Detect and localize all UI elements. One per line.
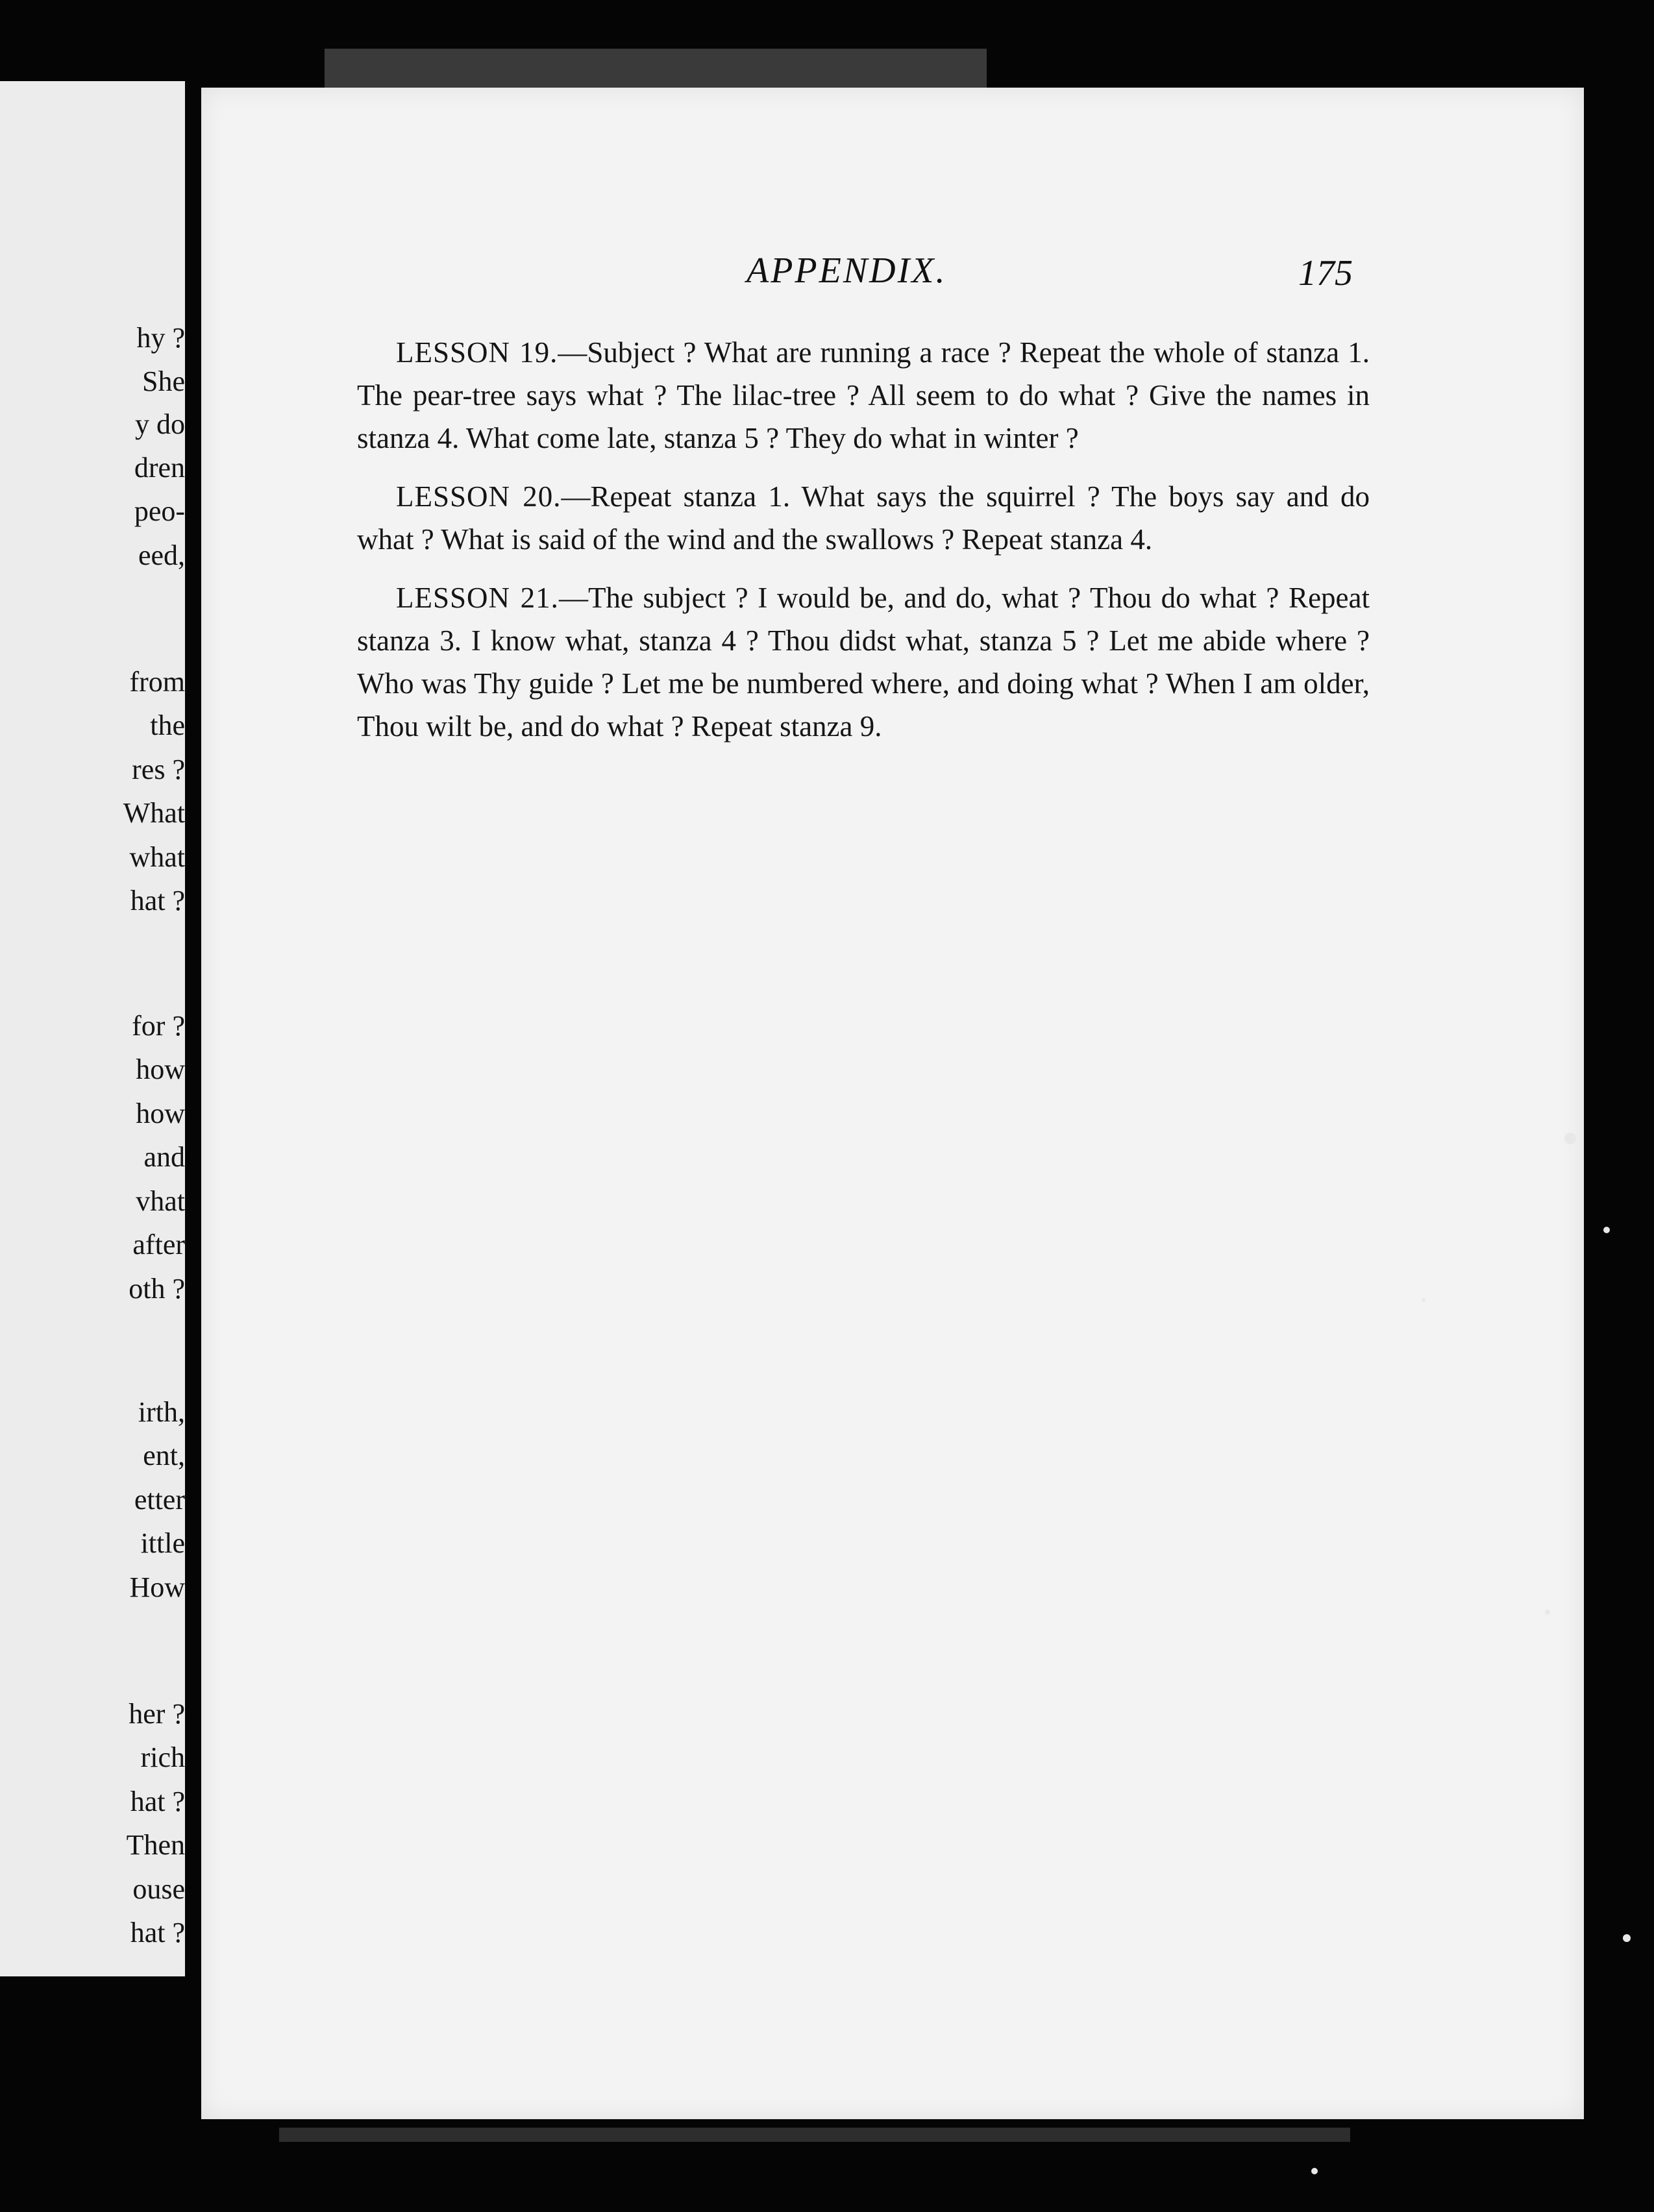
- left-page-line-fragment: y do: [135, 408, 185, 440]
- left-page-line-fragment: What: [123, 797, 185, 829]
- left-page-line-fragment: res ?: [132, 754, 185, 785]
- dust-speck: [1545, 1610, 1550, 1615]
- left-page-line-fragment: how: [136, 1098, 185, 1129]
- dust-speck: [1564, 1133, 1576, 1144]
- left-page-line-fragment: ittle: [140, 1527, 185, 1559]
- left-page-line-fragment: hy ?: [136, 322, 185, 354]
- left-page-line-fragment: and: [143, 1141, 185, 1173]
- left-page-line-fragment: vhat: [136, 1185, 185, 1217]
- left-page-line-fragment: hat ?: [130, 885, 185, 916]
- lesson-text: —The subject ? I would be, and do, what ? Thou do what ? Repeat stanza 3. I know what, stanza 4 ? Thou didst what, stanza 5 ? Let me abide where ? Who was Thy guide ? Let me be numbered where, and doing what ? When I am older, Thou wilt be, and do what ? Repeat stanza 9.: [357, 582, 1370, 743]
- left-page-line-fragment: ent,: [143, 1440, 185, 1471]
- book-page: [201, 88, 1584, 2119]
- left-page-line-fragment: eed,: [138, 539, 185, 571]
- lesson-label: LESSON 19.: [396, 336, 558, 369]
- running-head: APPENDIX.: [747, 251, 947, 291]
- left-page-line-fragment: irth,: [138, 1396, 185, 1428]
- left-page-line-fragment: dren: [134, 452, 185, 484]
- left-page-line-fragment: what: [129, 841, 185, 873]
- lesson-text: —Repeat stanza 1. What says the squirrel ? The boys say and do what ? What is said of the wind and the swallows ? Repeat stanza 4.: [357, 480, 1370, 556]
- dust-speck: [1311, 2168, 1318, 2174]
- left-page-line-fragment: her ?: [129, 1698, 185, 1730]
- left-page-line-fragment: after: [132, 1229, 185, 1260]
- lesson-label: LESSON 20.: [396, 480, 562, 513]
- left-page-line-fragment: the: [150, 709, 185, 741]
- left-page-line-fragment: how: [136, 1053, 185, 1085]
- lesson-paragraph: [357, 576, 1370, 748]
- dust-speck: [1603, 1227, 1610, 1233]
- left-page-line-fragment: She: [142, 365, 185, 397]
- left-page-line-fragment: hat ?: [130, 1786, 185, 1817]
- dust-speck: [1623, 1934, 1631, 1942]
- left-page-line-fragment: from: [129, 666, 185, 698]
- dust-speck: [1422, 1298, 1426, 1302]
- lesson-paragraph: [357, 475, 1370, 561]
- page-body: [357, 331, 1370, 763]
- left-page-line-fragment: peo-: [134, 495, 185, 527]
- left-facing-page: [0, 81, 185, 1976]
- left-page-line-fragment: oth ?: [129, 1273, 185, 1305]
- left-page-line-fragment: for ?: [132, 1010, 185, 1042]
- lesson-label: LESSON 21.: [396, 582, 559, 614]
- page-header: [201, 250, 1584, 302]
- left-page-line-fragment: rich: [140, 1741, 185, 1773]
- left-page-line-fragment: etter: [134, 1484, 185, 1516]
- film-gutter-bottom: [279, 2128, 1350, 2142]
- page-number: 175: [1298, 253, 1353, 293]
- left-page-line-fragment: ouse: [132, 1873, 185, 1905]
- lesson-text: —Subject ? What are running a race ? Repeat the whole of stanza 1. The pear-tree says what ? The lilac-tree ? All seem to do what ? Give the names in stanza 4. What come late, stanza 5 ? They do what in winter ?: [357, 336, 1370, 454]
- left-page-line-fragment: How: [129, 1571, 185, 1603]
- lesson-paragraph: [357, 331, 1370, 460]
- left-page-line-fragment: Then: [126, 1829, 185, 1861]
- left-page-line-fragment: hat ?: [130, 1917, 185, 1948]
